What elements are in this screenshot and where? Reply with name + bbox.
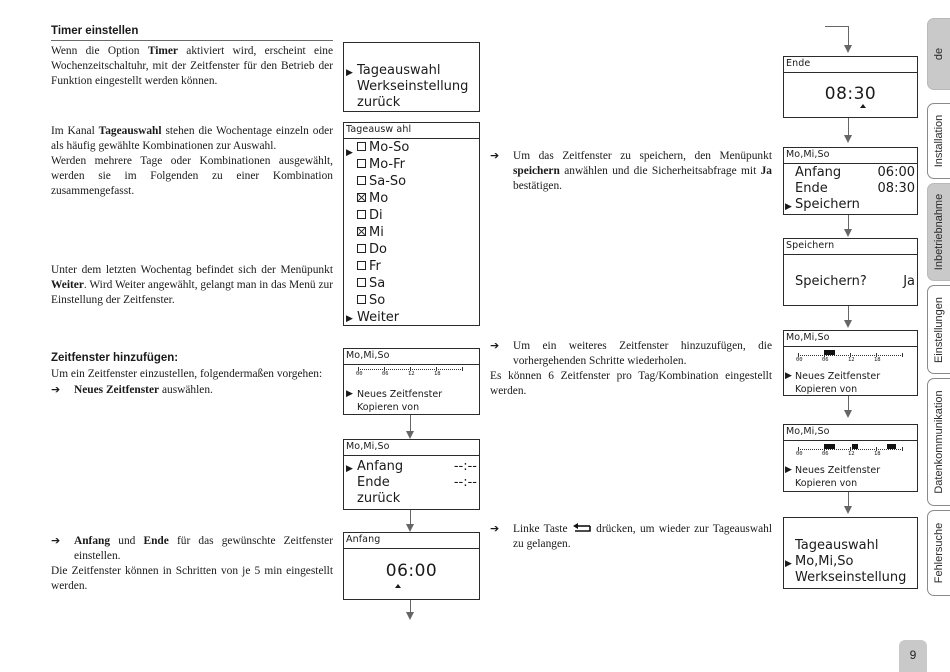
pointer-triangle-icon: ▶ [346, 314, 353, 324]
menu-item-werkseinstellung[interactable]: Werkseinstellung [795, 570, 907, 585]
pointer-triangle-icon: ▶ [785, 465, 792, 475]
back-arrow-icon [572, 523, 592, 533]
day-option-label: Mo-Fr [369, 157, 405, 172]
pointer-triangle-icon: ▶ [785, 371, 792, 381]
weiter-paragraph: Unter dem letzten Wochentag befindet sich der Menüpunkt Weiter. Wird Weiter angewählt, gelangt man in das Menü zur Einstellung der Zeitfenster. [51, 264, 333, 306]
ende-value: 08:30 [877, 181, 915, 196]
checkbox-icon[interactable] [357, 244, 366, 253]
tick-label: 12 [848, 451, 855, 457]
tick-label: 00 [356, 371, 363, 377]
day-option-label: Sa [369, 276, 386, 291]
day-option-label: Fr [369, 259, 381, 274]
timeline-window [824, 350, 835, 355]
pointer-triangle-icon: ▶ [785, 559, 792, 569]
confirm-question: Speichern? [795, 274, 867, 289]
section-heading: Timer einstellen [51, 25, 139, 37]
tick-label: 06 [822, 357, 829, 363]
time-value[interactable]: 06:00 [385, 561, 438, 581]
sub-heading: Zeitfenster hinzufügen: [51, 352, 179, 364]
checkbox-icon[interactable] [357, 227, 366, 236]
menu-item-kopieren-von[interactable]: Kopieren von [357, 402, 420, 413]
checkbox-icon[interactable] [357, 261, 366, 270]
lcd-zeitfenster-screen [343, 348, 480, 415]
day-option-mo-so[interactable] [357, 140, 479, 155]
day-option-mi[interactable] [357, 225, 479, 240]
week-timeline [798, 349, 903, 367]
pointer-triangle-icon: ▶ [346, 68, 353, 78]
menu-item-weiter[interactable]: Weiter [357, 310, 400, 325]
menu-item-ende[interactable]: Ende [357, 475, 390, 490]
week-timeline [798, 443, 903, 461]
day-option-label: Mi [369, 225, 384, 240]
menu-item-neues-zeitfenster[interactable]: Neues Zeitfenster [795, 465, 881, 476]
lcd-tageauswahl-screen [343, 122, 480, 326]
menu-item-kopieren-von[interactable]: Kopieren von [795, 384, 858, 395]
tick-label: 06 [382, 371, 389, 377]
repeat-paragraph: ➔ Um ein weiteres Zeitfenster hinzuzufügen, die vorhergehenden Schritte wiederholen. Es können 6 Zeitfenster pro Tag/Kombination eingestellt werden. [490, 339, 772, 397]
menu-item-zurueck[interactable]: zurück [357, 95, 401, 110]
lcd-zeitfenster-screen [783, 330, 918, 396]
cursor-triangle-icon [395, 584, 401, 588]
screen-title: Mo,Mi,So [346, 441, 390, 452]
intro-paragraph: Wenn die Option Timer aktiviert wird, erscheint eine Wochenzeitschaltuhr, mit der Zeitfenster für den Betrieb der Funktion eingestellt werden können. [51, 45, 334, 87]
pointer-triangle-icon: ▶ [346, 389, 353, 399]
day-option-label: Sa-So [369, 174, 407, 189]
tab-installation[interactable]: Installation [927, 103, 950, 179]
day-option-fr[interactable] [357, 259, 479, 274]
checkbox-icon[interactable] [357, 142, 366, 151]
checkbox-icon[interactable] [357, 295, 366, 304]
checkbox-icon[interactable] [357, 210, 366, 219]
menu-item-speichern[interactable]: Speichern [795, 197, 860, 212]
tab-de[interactable]: de [927, 18, 950, 90]
timeline-window [824, 444, 835, 449]
day-option-label: Di [369, 208, 383, 223]
menu-item-tageauswahl[interactable]: Tageauswahl [357, 63, 441, 78]
screen-title: Mo,Mi,So [786, 149, 830, 160]
tab-datenkommunikation[interactable]: Datenkommunikation [927, 378, 950, 506]
tab-fehlersuche[interactable]: Fehlersuche [927, 510, 950, 596]
menu-item-tageauswahl[interactable]: Tageauswahl [795, 538, 879, 553]
day-option-sa[interactable] [357, 276, 479, 291]
time-value[interactable]: 08:30 [824, 84, 877, 104]
zeitfenster-paragraph: Um ein Zeitfenster einzustellen, folgendermaßen vorgehen: ➔ Neues Zeitfenster auswählen. [51, 368, 323, 396]
day-option-mo[interactable] [357, 191, 479, 206]
cursor-triangle-icon [860, 104, 866, 108]
day-option-label: Mo [369, 191, 389, 206]
screen-title: Mo,Mi,So [346, 350, 390, 361]
checkbox-icon[interactable] [357, 278, 366, 287]
arrow-right-icon: ➔ [51, 383, 61, 396]
pointer-triangle-icon: ▶ [785, 202, 792, 212]
tab-einstellungen[interactable]: Einstellungen [927, 285, 950, 374]
page-number: 9 [899, 640, 927, 672]
arrow-right-icon: ➔ [490, 339, 500, 352]
day-option-label: Mo-So [369, 140, 410, 155]
lcd-zeitfenster-screen [783, 424, 918, 492]
timeline-window [852, 444, 858, 449]
screen-title: Speichern [786, 240, 835, 251]
anfang-value: 06:00 [877, 165, 915, 180]
menu-item-neues-zeitfenster[interactable]: Neues Zeitfenster [357, 389, 443, 400]
screen-title: Mo,Mi,So [786, 426, 830, 437]
tick-label: 00 [796, 357, 803, 363]
screen-title: Mo,Mi,So [786, 332, 830, 343]
day-option-sa-so[interactable] [357, 174, 479, 189]
anfang-value: --:-- [453, 459, 477, 474]
menu-item-werkseinstellung[interactable]: Werkseinstellung [357, 79, 469, 94]
anfang-ende-paragraph: ➔ Anfang und Ende für das gewünschte Zeitfenster einstellen. Die Zeitfenster können in Schritten von je 5 min eingestellt werden. [51, 534, 333, 592]
lcd-speichern-menu-screen [783, 147, 918, 215]
day-option-so[interactable] [357, 293, 479, 308]
day-option-label: So [369, 293, 386, 308]
menu-item-anfang[interactable]: Anfang [795, 165, 842, 180]
arrow-right-icon: ➔ [490, 149, 500, 162]
lcd-menu-screen [343, 42, 480, 112]
timeline-window [887, 444, 896, 449]
day-option-do[interactable] [357, 242, 479, 257]
arrow-right-icon: ➔ [51, 534, 61, 547]
tab-inbetriebnahme[interactable]: Inbetriebnahme [927, 183, 950, 281]
checkbox-icon[interactable] [357, 193, 366, 202]
day-option-label: Do [369, 242, 387, 257]
lcd-menu-screen [783, 517, 918, 589]
menu-item-ende[interactable]: Ende [795, 181, 828, 196]
pointer-triangle-icon: ▶ [346, 148, 353, 158]
week-timeline [358, 363, 463, 381]
tick-label: 12 [408, 371, 415, 377]
ende-value: --:-- [453, 475, 477, 490]
menu-item-kopieren-von[interactable]: Kopieren von [795, 478, 858, 489]
screen-title: Anfang [346, 534, 381, 545]
tick-label: 12 [848, 357, 855, 363]
lcd-speichern-confirm-screen [783, 238, 918, 306]
screen-title: Ende [786, 58, 811, 69]
day-option-di[interactable] [357, 208, 479, 223]
tick-label: 06 [822, 451, 829, 457]
tick-label: 18 [874, 451, 881, 457]
tick-label: 00 [796, 451, 803, 457]
checkbox-icon[interactable] [357, 176, 366, 185]
confirm-yes-option[interactable]: Ja [903, 274, 915, 289]
tageauswahl-paragraph: Im Kanal Tageauswahl stehen die Wochentage einzeln oder als häufig gewählte Kombinationen zur Auswahl. Werden mehrere Tage oder Kombinationen ausgewählt, werden sie im Folgenden zu einer Kombination zusammengefasst. [51, 125, 333, 197]
lcd-ende-screen [783, 56, 918, 118]
lcd-anfang-screen [343, 532, 480, 600]
tick-label: 18 [874, 357, 881, 363]
lcd-edit-screen [343, 439, 480, 510]
back-paragraph: ➔ Linke Taste drücken, um wieder zur Tageauswahl zu gelangen. [490, 522, 772, 550]
menu-item-anfang[interactable]: Anfang [357, 459, 404, 474]
menu-item-combination[interactable]: Mo,Mi,So [795, 554, 854, 569]
day-option-mo-fr[interactable] [357, 157, 479, 172]
menu-item-zurueck[interactable]: zurück [357, 491, 401, 506]
save-paragraph: ➔ Um das Zeitfenster zu speichern, den Menüpunkt speichern anwählen und die Sicherheitsabfrage mit Ja bestätigen. [490, 149, 772, 192]
pointer-triangle-icon: ▶ [346, 464, 353, 474]
menu-item-neues-zeitfenster[interactable]: Neues Zeitfenster [795, 371, 881, 382]
heading-rule [51, 40, 333, 41]
checkbox-icon[interactable] [357, 159, 366, 168]
tick-label: 18 [434, 371, 441, 377]
screen-title: Tageausw ahl [346, 124, 412, 135]
arrow-right-icon: ➔ [490, 522, 500, 535]
